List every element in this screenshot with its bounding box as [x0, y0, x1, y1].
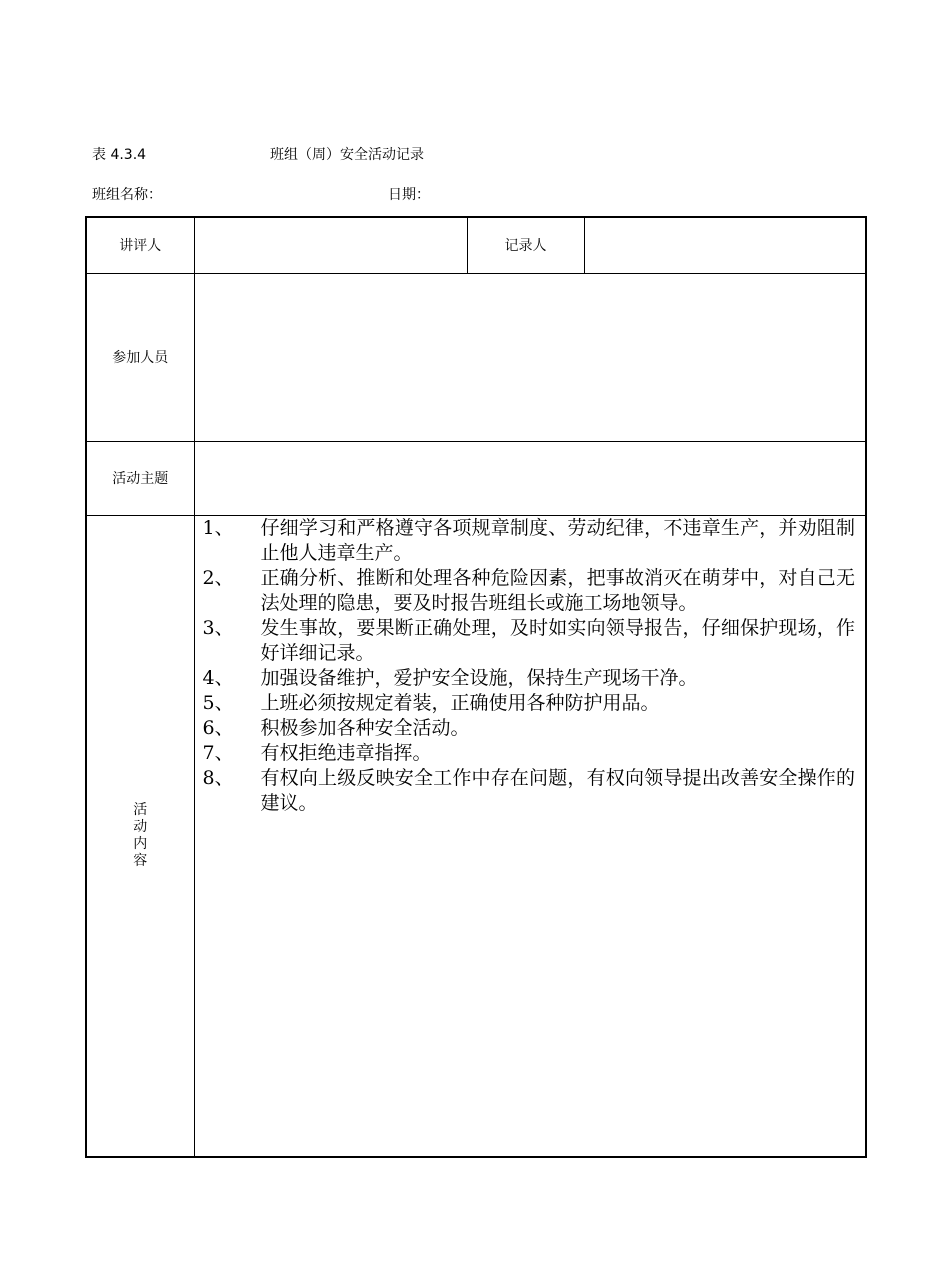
list-item-text: 仔细学习和严格遵守各项规章制度、劳动纪律，不违章生产，并劝阻制止他人违章生产。: [260, 516, 855, 564]
header-row: [92, 144, 792, 164]
list-item-number: 7、: [202, 741, 234, 764]
reviewer-label: 讲评人: [86, 217, 194, 273]
content-label-cell: [86, 515, 194, 1157]
list-item-number: 4、: [202, 666, 234, 689]
participants-label: 参加人员: [86, 273, 194, 441]
table-row: [86, 515, 866, 1157]
content-label: 活动内容: [133, 801, 148, 869]
list-item-text: 积极参加各种安全活动。: [260, 716, 470, 739]
list-item-number: 6、: [202, 716, 234, 739]
list-item-text: 上班必须按规定着装，正确使用各种防护用品。: [260, 691, 660, 714]
list-item: [203, 716, 856, 741]
list-item-text: 有权拒绝违章指挥。: [260, 741, 432, 764]
list-item-number: 1、: [202, 516, 234, 539]
participants-field[interactable]: [194, 273, 866, 441]
list-item: [203, 741, 856, 766]
table-row: [86, 273, 866, 441]
team-name-label: 班组名称：: [92, 187, 162, 203]
info-row: [92, 184, 792, 204]
list-item: [203, 566, 856, 616]
table-row: [86, 217, 866, 273]
list-item-number: 2、: [202, 566, 234, 589]
activity-record-table: [85, 216, 867, 1158]
list-item: [203, 666, 856, 691]
recorder-label: 记录人: [467, 217, 584, 273]
list-item-text: 发生事故，要果断正确处理，及时如实向领导报告，仔细保护现场，作好详细记录。: [260, 616, 855, 664]
date-label: 日期：: [388, 187, 430, 203]
list-item: [203, 691, 856, 716]
content-list: [203, 516, 856, 816]
page-title: 班组（周）安全活动记录: [270, 147, 424, 163]
list-item: [203, 516, 856, 566]
list-item-text: 有权向上级反映安全工作中存在问题，有权向领导提出改善安全操作的建议。: [260, 766, 855, 814]
list-item-number: 3、: [202, 616, 234, 639]
list-item: [203, 766, 856, 816]
list-item-text: 加强设备维护，爱护安全设施，保持生产现场干净。: [260, 666, 698, 689]
table-row: [86, 441, 866, 515]
list-item-number: 5、: [202, 691, 234, 714]
recorder-field[interactable]: [584, 217, 866, 273]
topic-label: 活动主题: [86, 441, 194, 515]
topic-field[interactable]: [194, 441, 866, 515]
table-number: 表 4.3.4: [92, 147, 147, 163]
list-item: [203, 616, 856, 666]
list-item-number: 8、: [202, 766, 234, 789]
reviewer-field[interactable]: [194, 217, 467, 273]
list-item-text: 正确分析、推断和处理各种危险因素，把事故消灭在萌芽中，对自己无法处理的隐患，要及时报告班组长或施工场地领导。: [260, 566, 855, 614]
content-field[interactable]: [194, 515, 866, 1157]
